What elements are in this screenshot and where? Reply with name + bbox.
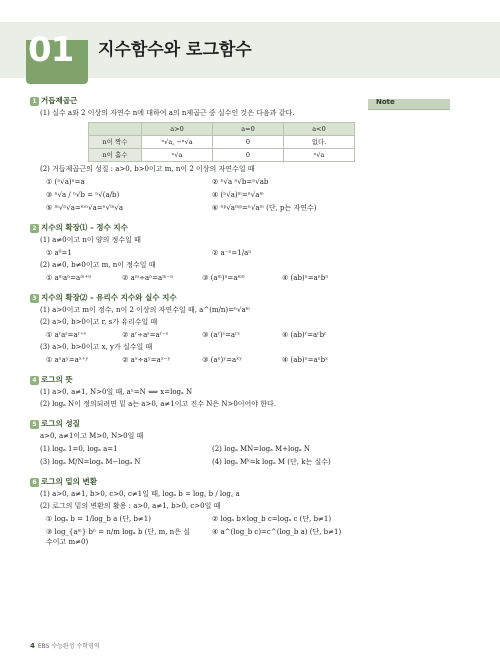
formula: ④ a^(log_b c)=c^(log_b a) (단, b≠1) bbox=[212, 528, 342, 536]
table-header-cell: a=0 bbox=[213, 123, 284, 136]
formula: ① aʳaˢ=aʳ⁺ˢ bbox=[46, 331, 87, 339]
section-title: 지수의 확장⑴ – 정수 지수 bbox=[41, 223, 128, 232]
text-line: (2) 로그의 밑의 변환의 활용 : a>0, a≠1, b>0, c>0일 때 bbox=[40, 502, 221, 510]
section-title: 로그의 뜻 bbox=[41, 375, 73, 384]
section-number-badge: 2 bbox=[30, 224, 39, 233]
formula: ② ⁿ√a ⁿ√b=ⁿ√ab bbox=[212, 178, 269, 186]
section-heading bbox=[30, 96, 362, 106]
section-title: 거듭제곱근 bbox=[41, 96, 78, 105]
formula: ① (ⁿ√a)ⁿ=a bbox=[46, 178, 85, 186]
text-line: (1) a>0, a≠1, b>0, c>0, c≠1일 때, logₐ b = log꜀ b / log꜀ a bbox=[40, 490, 240, 498]
table-cell: ⁿ√a bbox=[284, 149, 355, 162]
table-header-row bbox=[89, 123, 355, 136]
footer-text: EBS 수능완성 수학영역 bbox=[37, 643, 100, 650]
formula-row bbox=[30, 177, 362, 187]
formula: ④ (ab)ˣ=aˣbˣ bbox=[282, 356, 329, 364]
table-cell: ⁿ√a bbox=[142, 149, 213, 162]
table-row-header: n이 홀수 bbox=[89, 149, 142, 162]
formula: (3) logₐ M/N=logₐ M−logₐ N bbox=[40, 458, 141, 466]
formula: (1) logₐ 1=0, logₐ a=1 bbox=[40, 445, 118, 453]
text-line: (1) 실수 a와 2 이상의 자연수 n에 대하여 a의 n제곱근 중 실수인 것은 다음과 같다. bbox=[40, 109, 295, 117]
section-heading bbox=[30, 375, 362, 385]
section-heading bbox=[30, 477, 362, 487]
formula: ② logₐ b×log_b c=logₐ c (단, b≠1) bbox=[212, 515, 332, 523]
formula: ③ (aᵐ)ⁿ=aᵐⁿ bbox=[202, 274, 245, 282]
formula: ② a⁻ⁿ=1/aⁿ bbox=[212, 249, 252, 257]
note-divider bbox=[368, 109, 450, 110]
formula: ② aˣ÷aʸ=aˣ⁻ʸ bbox=[122, 356, 171, 364]
text-line: (2) a≠0, b≠0이고 m, n이 정수일 때 bbox=[40, 261, 156, 269]
text-line: (2) logₐ N이 정의되려면 밑 a는 a>0, a≠1이고 진수 N은 N>0이어야 한다. bbox=[40, 400, 277, 408]
section-number-badge: 5 bbox=[30, 420, 39, 429]
text-line: (1) a≠0이고 n이 양의 정수일 때 bbox=[40, 236, 141, 244]
table-header-cell: a<0 bbox=[284, 123, 355, 136]
formula: ③ log_{aᵐ} bⁿ = n/m logₐ b (단, m, n은 실수이고 m≠0) bbox=[46, 528, 190, 546]
text-line: (2) a>0, b>0이고 r, s가 유리수일 때 bbox=[40, 318, 158, 326]
formula: ④ (ab)ⁿ=aⁿbⁿ bbox=[282, 274, 329, 282]
formula-row bbox=[30, 190, 362, 200]
section-heading bbox=[30, 293, 362, 303]
formula: ③ ⁿ√a / ⁿ√b = ⁿ√(a/b) bbox=[46, 191, 120, 199]
page-footer bbox=[30, 641, 100, 650]
formula: (4) logₐ Mᵏ=k logₐ M (단, k는 실수) bbox=[212, 458, 331, 466]
formula-row bbox=[30, 457, 362, 467]
text-line: (1) a>0이고 m이 정수, n이 2 이상의 자연수일 때, a^(m/n)=ⁿ√aᵐ bbox=[40, 306, 250, 314]
formula: (2) logₐ MN=logₐ M+logₐ N bbox=[212, 445, 311, 453]
note-tab bbox=[368, 99, 450, 109]
formula-row bbox=[30, 330, 362, 340]
table-row bbox=[89, 136, 355, 149]
formula: ② aᵐ÷aⁿ=aᵐ⁻ⁿ bbox=[122, 274, 174, 282]
formula: ① logₐ b = 1/log_b a (단, b≠1) bbox=[46, 515, 151, 523]
formula-row bbox=[30, 273, 362, 283]
table-cell: 0 bbox=[213, 149, 284, 162]
section-number-badge: 4 bbox=[30, 376, 39, 385]
section-number-badge: 1 bbox=[30, 97, 39, 106]
table-cell: ⁿ√a, −ⁿ√a bbox=[142, 136, 213, 149]
chapter-number: 01 bbox=[28, 30, 74, 70]
formula-row bbox=[30, 444, 362, 454]
table-row bbox=[89, 149, 355, 162]
text-line: (1) a>0, a≠1, N>0일 때, aˣ=N ⟺ x=logₐ N bbox=[40, 388, 193, 396]
formula: ⑤ ᵐ√ⁿ√a=ᵐⁿ√a=ⁿ√ᵐ√a bbox=[46, 204, 124, 212]
formula: ⑥ ⁿᵖ√aᵐᵖ=ⁿ√aᵐ (단, p는 자연수) bbox=[212, 204, 317, 212]
page-number: 4 bbox=[30, 642, 35, 650]
formula: ① aˣaʸ=aˣ⁺ʸ bbox=[46, 356, 89, 364]
section-number-badge: 6 bbox=[30, 478, 39, 487]
formula-row bbox=[30, 355, 362, 365]
text-line: a>0, a≠1이고 M>0, N>0일 때 bbox=[40, 432, 144, 440]
formula: ③ (aˣ)ʸ=aˣʸ bbox=[202, 356, 243, 364]
formula: ① a⁰=1 bbox=[46, 249, 72, 257]
formula: ④ (ⁿ√a)ᵐ=ⁿ√aᵐ bbox=[212, 191, 264, 199]
table-header-cell: a>0 bbox=[142, 123, 213, 136]
section-number-badge: 3 bbox=[30, 294, 39, 303]
note-label: Note bbox=[376, 98, 395, 106]
formula: ① aᵐaⁿ=aᵐ⁺ⁿ bbox=[46, 274, 92, 282]
table-cell: 0 bbox=[213, 136, 284, 149]
nth-root-table bbox=[88, 122, 355, 162]
formula-row bbox=[30, 514, 362, 524]
section-title: 로그의 성질 bbox=[41, 419, 80, 428]
section-heading bbox=[30, 223, 362, 233]
table-header-cell bbox=[89, 123, 142, 136]
table-cell: 없다. bbox=[284, 136, 355, 149]
formula: ④ (ab)ʳ=aʳbʳ bbox=[282, 331, 327, 339]
text-line: (3) a>0, b>0이고 x, y가 실수일 때 bbox=[40, 343, 153, 351]
section-title: 지수의 확장⑵ – 유리수 지수와 실수 지수 bbox=[41, 293, 177, 302]
formula-row bbox=[30, 203, 362, 213]
formula: ② aʳ÷aˢ=aʳ⁻ˢ bbox=[122, 331, 169, 339]
formula-row bbox=[30, 527, 362, 547]
section-title: 로그의 밑의 변환 bbox=[41, 477, 97, 486]
table-row-header: n이 짝수 bbox=[89, 136, 142, 149]
text-line: (2) 거듭제곱근의 성질 : a>0, b>0이고 m, n이 2 이상의 자연수일 때 bbox=[40, 165, 255, 173]
chapter-title: 지수함수와 로그함수 bbox=[98, 40, 252, 60]
chapter-header bbox=[0, 22, 500, 78]
formula: ③ (aʳ)ˢ=aʳˢ bbox=[202, 331, 240, 339]
formula-row bbox=[30, 248, 362, 258]
content-column bbox=[30, 96, 362, 547]
section-heading bbox=[30, 419, 362, 429]
